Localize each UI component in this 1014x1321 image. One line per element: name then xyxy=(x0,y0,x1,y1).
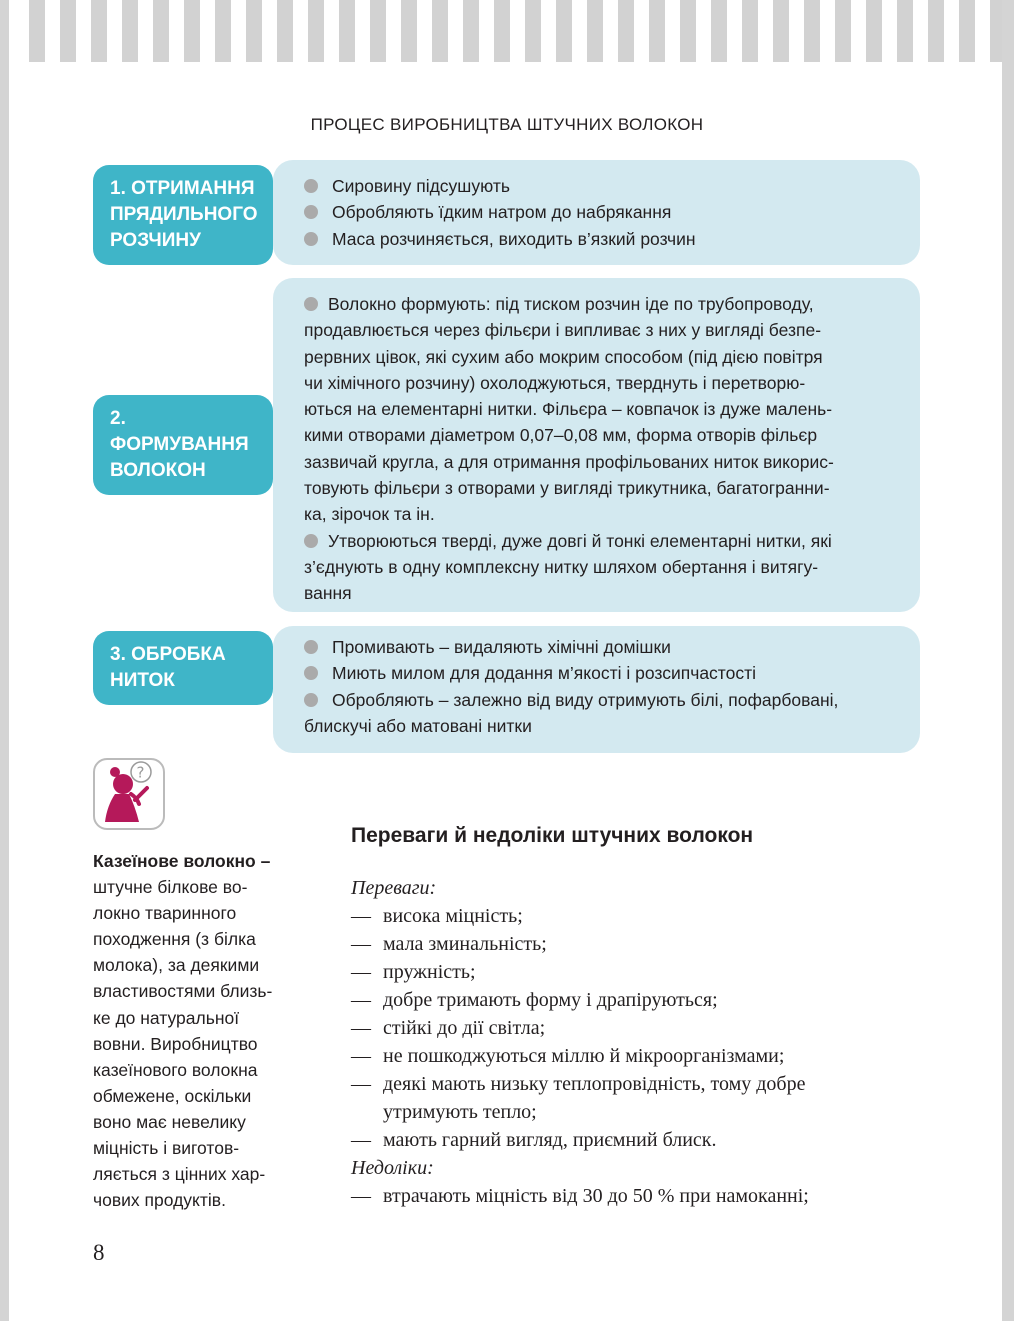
spiral-binding xyxy=(9,0,1002,62)
step1-content xyxy=(273,160,920,265)
step2-paragraph-2: Утворюються тверді, дуже довгі й тонкі елементарні нитки, які з’єднують в одну комплексну нитку шляхом обертання і витягу- вання xyxy=(304,530,832,604)
bullet-icon xyxy=(304,640,318,654)
binding-stripe xyxy=(215,0,231,62)
binding-stripe xyxy=(339,0,355,62)
side-note-casein: Казеїнове волокно – штучне білкове во- локно тваринного походження (з білка молока), за деякими властивостями близь- ке до натуральної вовни. Виробництво казеїнового волокна обмежене, оскільки воно має невелику міцність і виготов- ляється з цінних хар- чових продуктів. xyxy=(93,851,273,1211)
advantage-item: — висока міцність; xyxy=(351,905,523,927)
binding-stripe xyxy=(308,0,324,62)
binding-stripe xyxy=(680,0,696,62)
binding-stripe xyxy=(494,0,510,62)
bullet-icon xyxy=(304,205,318,219)
step2-paragraph-1: Волокно формують: під тиском розчин іде по трубопроводу, продавлюється через фільєри і випливає з них у вигляді безпе- рервних цівок, які сухим або мокрим способом (під дією повітря чи хімічного розчину) охолоджуються, тверднуть і перетворю- ються на елементарні нитки. Фільєра – ковпачок із дуже малень- кими отворами діаметром 0,07–0,08 мм, форма отворів фільєр зазвичай кругла, а для отримання профільованих ниток викорис- товують фільєри з отворами у вигляді трикутника, багатогранни- ка, зірочок та ін. xyxy=(304,294,834,525)
binding-stripe xyxy=(370,0,386,62)
process-title: ПРОЦЕС ВИРОБНИЦТВА ШТУЧНИХ ВОЛОКОН xyxy=(310,115,704,134)
step1-bullet: Маса розчиняється, виходить в’язкий розчин xyxy=(304,226,900,252)
step1-bullet: Обробляють їдким натром до набрякання xyxy=(304,199,900,225)
binding-stripe xyxy=(866,0,882,62)
step1-label: 1. ОТРИМАННЯ ПРЯДИЛЬНОГО РОЗЧИНУ xyxy=(93,165,273,265)
step3-continuation: блискучі або матовані нитки xyxy=(304,715,532,736)
side-note-term: Казеїнове волокно – xyxy=(93,851,271,871)
bullet-icon xyxy=(304,534,318,548)
step3-label: 3. ОБРОБКА НИТОК xyxy=(93,631,273,705)
binding-stripe xyxy=(742,0,758,62)
advantage-item: — мають гарний вигляд, приємний блиск. xyxy=(351,1129,717,1151)
binding-stripe xyxy=(835,0,851,62)
binding-stripe xyxy=(959,0,975,62)
advantage-item: — деякі мають низьку теплопровідність, тому добре утримують тепло; xyxy=(351,1073,806,1123)
bullet-icon xyxy=(304,179,318,193)
bullet-icon xyxy=(304,666,318,680)
binding-stripe xyxy=(29,0,45,62)
binding-stripe xyxy=(60,0,76,62)
binding-stripe xyxy=(556,0,572,62)
binding-stripe xyxy=(649,0,665,62)
disadvantage-item: — втрачають міцність від 30 до 50 % при намоканні; xyxy=(351,1185,809,1207)
page-frame-left xyxy=(0,0,9,1321)
advantage-item: — добре тримають форму і драпіруються; xyxy=(351,989,718,1011)
binding-stripe xyxy=(277,0,293,62)
step3-bullet: Миють милом для додання м’якості і розсипчастості xyxy=(304,660,900,686)
section-heading: Переваги й недоліки штучних волокон xyxy=(351,824,754,847)
binding-stripe xyxy=(928,0,944,62)
step2-content xyxy=(273,278,920,612)
binding-stripe xyxy=(401,0,417,62)
svg-text:?: ? xyxy=(136,763,145,782)
thinking-mascot-icon xyxy=(93,758,165,830)
advantage-item: — мала зминальність; xyxy=(351,933,547,955)
binding-stripe xyxy=(525,0,541,62)
binding-stripe xyxy=(122,0,138,62)
page-number: 8 xyxy=(93,1240,105,1265)
binding-stripe xyxy=(246,0,262,62)
binding-stripe xyxy=(711,0,727,62)
advantage-item: — стійкі до дії світла; xyxy=(351,1017,546,1039)
advantage-item: — пружність; xyxy=(351,961,476,983)
step1-bullet: Сировину підсушують xyxy=(304,173,900,199)
disadvantages-label: Недоліки: xyxy=(351,1157,434,1179)
step3-bullet: Обробляють – залежно від виду отримують білі, пофарбовані, xyxy=(304,687,900,713)
bullet-icon xyxy=(304,693,318,707)
step3-content xyxy=(273,626,920,753)
binding-stripe xyxy=(897,0,913,62)
binding-stripe xyxy=(587,0,603,62)
binding-stripe xyxy=(773,0,789,62)
page-frame-right xyxy=(1002,0,1014,1321)
binding-stripe xyxy=(804,0,820,62)
binding-stripe xyxy=(463,0,479,62)
binding-stripe xyxy=(432,0,448,62)
bullet-icon xyxy=(304,232,318,246)
binding-stripe xyxy=(618,0,634,62)
binding-stripe xyxy=(184,0,200,62)
binding-stripe xyxy=(91,0,107,62)
pros-cons-list xyxy=(351,874,923,1210)
advantage-item: — не пошкоджуються міллю й мікроорганізмами; xyxy=(351,1045,785,1067)
step3-bullet: Промивають – видаляють хімічні домішки xyxy=(304,634,900,660)
step2-label: 2. ФОРМУВАННЯ ВОЛОКОН xyxy=(93,395,273,495)
bullet-icon xyxy=(304,297,318,311)
binding-stripe xyxy=(990,0,1002,62)
advantages-label: Переваги: xyxy=(351,877,437,899)
binding-stripe xyxy=(153,0,169,62)
